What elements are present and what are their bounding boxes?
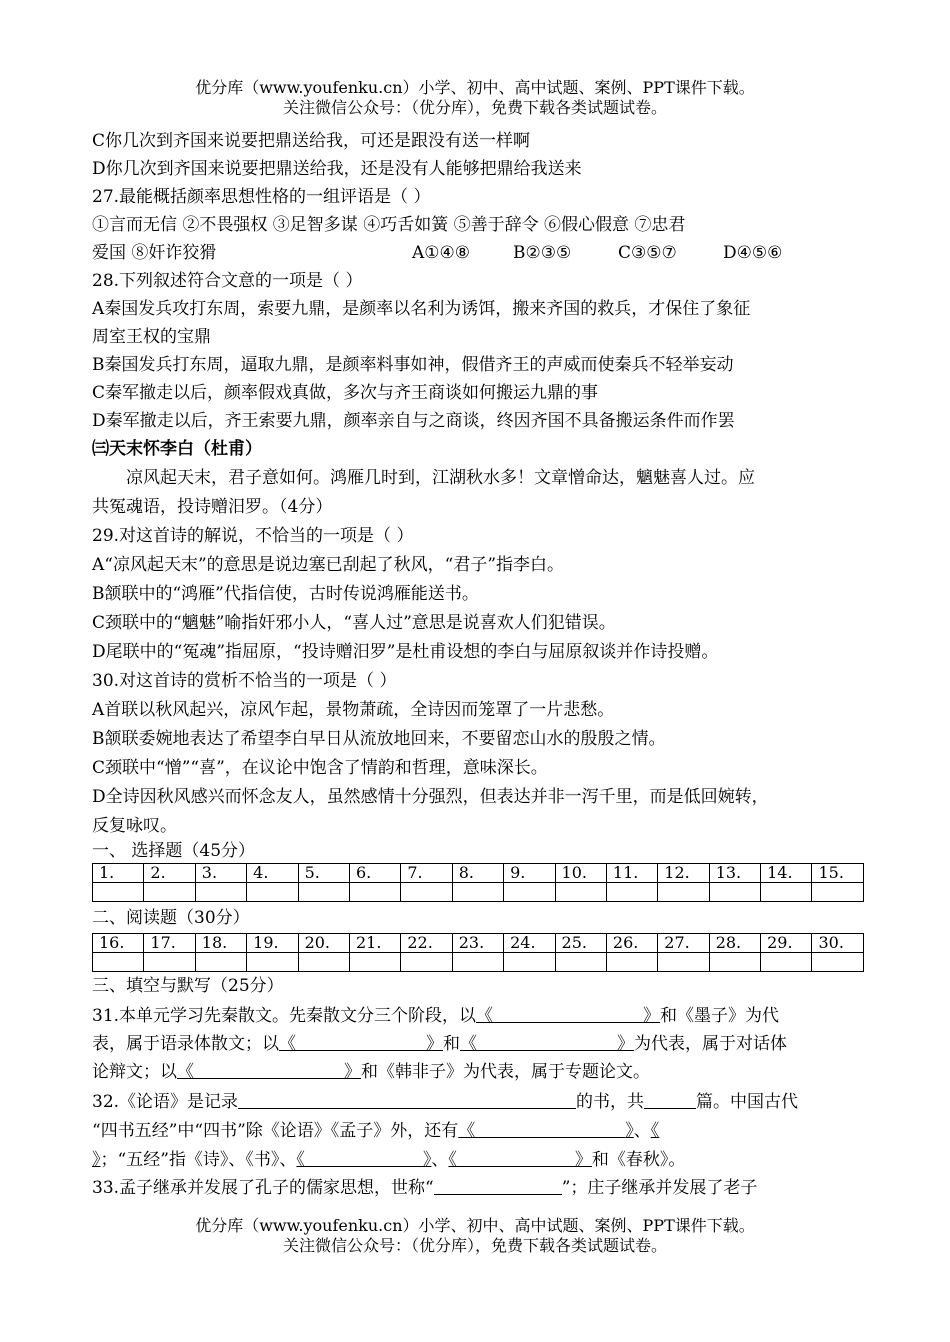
q29-option-d: D尾联中的“冤魂”指屈原，“投诗赠汨罗”是杜甫设想的李白与屈原叙谈并作诗投赠。 (92, 642, 719, 662)
q32-text-7: 、 (431, 1150, 449, 1170)
answer-number: 4. (247, 864, 298, 883)
answer-cell[interactable] (349, 883, 400, 902)
book-close-mark: 》 (422, 1150, 432, 1170)
q32-blank-6-line (457, 1148, 575, 1167)
answer-number: 23. (452, 934, 503, 953)
q32-blank-3-line (475, 1119, 625, 1138)
q31-blank-1-line (493, 1004, 643, 1023)
answer-cell[interactable] (401, 883, 452, 902)
answer-cell[interactable] (709, 953, 760, 972)
poem-line-2: 共冤魂语，投诗赠汨罗。（4分） (92, 497, 333, 517)
q31-blank-1[interactable] (476, 1006, 660, 1026)
q32-blank-3[interactable] (458, 1121, 634, 1141)
answer-cell[interactable] (247, 953, 298, 972)
q32-line-1 (92, 1088, 798, 1116)
footer-line-1: 优分库（www.youfenku.cn）小学、初中、高中试题、案例、PPT课件下载。 (195, 1216, 755, 1235)
q27-stem: 27.最能概括颜率思想性格的一组评语是（ ） (92, 187, 431, 207)
answer-number: 18. (195, 934, 246, 953)
q32-blank-2[interactable] (644, 1090, 696, 1109)
answer-cell[interactable] (93, 883, 144, 902)
answer-cell[interactable] (658, 953, 709, 972)
answer-number: 8. (452, 864, 503, 883)
answer-cell[interactable] (812, 883, 864, 902)
q32-line-2 (92, 1117, 659, 1145)
q32-text-1: 32.《论语》是记录 (92, 1092, 239, 1112)
answer-cell[interactable] (144, 883, 195, 902)
answer-number: 5. (298, 864, 349, 883)
answer-number: 10. (555, 864, 606, 883)
q32-blank-5-line (305, 1148, 423, 1167)
q32-blank-4-close[interactable] (92, 1150, 101, 1170)
answer-number: 14. (761, 864, 812, 883)
q30-option-a: A首联以秋风起兴，凉风乍起，景物萧疏，全诗因而笼罩了一片悲愁。 (92, 700, 615, 720)
footer-line-2: 关注微信公众号：（优分库），免费下载各类试题试卷。 (282, 1236, 667, 1255)
q31-blank-3[interactable] (460, 1034, 634, 1054)
q31-blank-4[interactable] (177, 1062, 361, 1082)
section3-label: 三、填空与默写（25分） (92, 976, 284, 996)
q27-options-line2 (92, 239, 783, 267)
answer-number: 28. (709, 934, 760, 953)
page-footer (0, 1216, 950, 1256)
q32-text-3: 篇。中国古代 (696, 1092, 799, 1112)
answer-number: 21. (349, 934, 400, 953)
q28-option-b: B秦国发兵打东周，逼取九鼎，是颜率料事如神，假借齐王的声威而使秦兵不轻举妄动 (92, 355, 734, 375)
answer-number: 3. (195, 864, 246, 883)
q31-blank-4-line (194, 1060, 344, 1079)
answer-number: 1. (93, 864, 144, 883)
poem-title: ㈢天末怀李白（杜甫） (92, 439, 262, 459)
answer-cell[interactable] (709, 883, 760, 902)
q32-text-2: 的书，共 (576, 1092, 645, 1112)
answer-cell[interactable] (452, 883, 503, 902)
answer-cell[interactable] (247, 883, 298, 902)
q31-text-5: 为代表，属于对话体 (634, 1034, 787, 1054)
answer-number: 13. (709, 864, 760, 883)
q32-text-8: 和《春秋》。 (591, 1150, 686, 1170)
q31-line-3 (92, 1058, 650, 1086)
answer-cell[interactable] (195, 953, 246, 972)
header-line-2: 关注微信公众号：（优分库），免费下载各类试题试卷。 (282, 98, 667, 117)
q26-option-d: D你几次到齐国来说要把鼎送给我，还是没有人能够把鼎给我送来 (92, 159, 582, 179)
q29-option-c: C颈联中的“魑魅”喻指奸邪小人，“喜人过”意思是说喜欢人们犯错误。 (92, 613, 616, 633)
answer-table-choice-blanks (93, 883, 864, 902)
answer-cell[interactable] (606, 953, 657, 972)
q32-blank-4-open[interactable] (651, 1121, 660, 1141)
book-close-mark: 》 (426, 1034, 443, 1054)
answer-number: 11. (606, 864, 657, 883)
answer-cell[interactable] (606, 883, 657, 902)
answer-cell[interactable] (761, 883, 812, 902)
book-open-mark: 《 (279, 1034, 296, 1054)
q32-blank-1[interactable] (238, 1090, 576, 1109)
answer-table-reading-blanks (93, 953, 864, 972)
book-open-mark: 《 (476, 1006, 494, 1026)
q32-text-5: 、 (633, 1121, 651, 1141)
answer-number: 9. (504, 864, 555, 883)
answer-cell[interactable] (504, 953, 555, 972)
book-open-mark: 《 (460, 1034, 477, 1054)
q30-option-d-line1: D全诗因秋风感兴而怀念友人，虽然感情十分强烈，但表达并非一泻千里，而是低回婉转， (92, 787, 769, 807)
answer-cell[interactable] (298, 953, 349, 972)
answer-cell[interactable] (401, 953, 452, 972)
q27-options-line1: ①言而无信 ②不畏强权 ③足智多谋 ④巧舌如簧 ⑤善于辞令 ⑥假心假意 ⑦忠君 (92, 215, 686, 235)
book-open-mark: 《 (177, 1062, 194, 1082)
answer-cell[interactable] (812, 953, 864, 972)
answer-number: 29. (761, 934, 812, 953)
answer-number: 12. (658, 864, 709, 883)
answer-number: 17. (144, 934, 195, 953)
q30-option-c: C颈联中“憎”“喜”，在议论中饱含了情韵和哲理，意味深长。 (92, 758, 548, 778)
answer-number: 20. (298, 934, 349, 953)
answer-number: 24. (504, 934, 555, 953)
book-close-mark: 》 (625, 1121, 634, 1141)
answer-number: 2. (144, 864, 195, 883)
q31-text-2: 和《墨子》为代 (660, 1006, 780, 1026)
q31-line-1 (92, 1002, 779, 1030)
answer-cell[interactable] (349, 953, 400, 972)
answer-cell[interactable] (761, 953, 812, 972)
book-close-mark: 》 (643, 1006, 661, 1026)
poem-line-1: 凉风起天末，君子意如何。鸿雁几时到，江湖秋水多！文章憎命达，魑魅喜人过。应 (126, 468, 755, 488)
answer-cell[interactable] (452, 953, 503, 972)
answer-cell[interactable] (555, 953, 606, 972)
q28-option-d: D秦军撤走以后，齐王索要九鼎，颜率亲自与之商谈，终因齐国不具备搬运条件而作罢 (92, 411, 735, 431)
answer-number: 25. (555, 934, 606, 953)
q31-text-3: 表，属于语录体散文；以 (92, 1034, 279, 1054)
book-open-mark: 《 (650, 1121, 660, 1141)
q31-blank-2[interactable] (279, 1034, 443, 1054)
q33-text-1: 33.孟子继承并发展了孔子的儒家思想，世称“ (92, 1178, 434, 1198)
q31-text-6: 论辩文；以 (92, 1062, 177, 1082)
answer-number: 7. (401, 864, 452, 883)
q32-line-3 (92, 1146, 685, 1174)
answer-number: 22. (401, 934, 452, 953)
q26-option-c: C你几次到齐国来说要把鼎送给我，可还是跟没有送一样啊 (92, 131, 531, 151)
answer-table-choice-numbers (93, 864, 864, 883)
answer-cell[interactable] (504, 883, 555, 902)
book-close-mark: 》 (574, 1150, 592, 1170)
q29-option-b: B颔联中的“鸿雁”代指信使，古时传说鸿雁能送书。 (92, 584, 479, 604)
q27-choice-d: D④⑤⑥ (723, 243, 783, 263)
answer-cell[interactable] (93, 953, 144, 972)
q27-choice-c: C③⑤⑦ (618, 243, 677, 263)
page-header (0, 78, 950, 118)
q30-option-b: B颔联委婉地表达了希望李白早日从流放地回来，不要留恋山水的殷殷之情。 (92, 729, 666, 749)
answer-number: 6. (349, 864, 400, 883)
q31-text-1: 31.本单元学习先秦散文。先秦散文分三个阶段，以 (92, 1006, 477, 1026)
q33-line-1 (92, 1174, 757, 1202)
answer-number: 27. (658, 934, 709, 953)
q31-line-2 (92, 1030, 787, 1058)
answer-cell[interactable] (195, 883, 246, 902)
q32-text-6: ；“五经”指《诗》、《书》、 (100, 1150, 297, 1170)
q30-stem: 30.对这首诗的赏析不恰当的一项是（ ） (92, 671, 397, 691)
q29-stem: 29.对这首诗的解说，不恰当的一项是（ ） (92, 526, 414, 546)
q29-option-a: A“凉风起天末”的意思是说边塞已刮起了秋风，“君子”指李白。 (92, 555, 565, 575)
answer-number: 15. (812, 864, 864, 883)
q32-blank-5[interactable] (296, 1150, 431, 1170)
q31-text-4: 和 (443, 1034, 460, 1054)
q31-blank-2-line (296, 1032, 426, 1051)
book-open-mark: 《 (296, 1150, 305, 1170)
q28-option-a-line2: 周室王权的宝鼎 (92, 327, 211, 347)
answer-table-reading-numbers (93, 934, 864, 953)
book-open-mark: 《 (448, 1150, 457, 1170)
q31-text-7: 和《韩非子》为代表，属于专题论文。 (361, 1062, 650, 1082)
q28-option-a-line1: A秦国发兵攻打东周，索要九鼎，是颜率以名利为诱饵，搬来齐国的救兵，才保住了象征 (92, 299, 751, 319)
q28-option-c: C秦军撤走以后，颜率假戏真做，多次与齐王商谈如何搬运九鼎的事 (92, 383, 599, 403)
q27-choice-a: A①④⑧ (412, 243, 470, 263)
q30-option-d-line2: 反复咏叹。 (92, 816, 177, 836)
book-open-mark: 《 (458, 1121, 476, 1141)
book-close-mark: 》 (92, 1150, 101, 1170)
q31-blank-3-line (477, 1032, 617, 1051)
book-close-mark: 》 (344, 1062, 361, 1082)
answer-cell[interactable] (658, 883, 709, 902)
answer-number: 16. (93, 934, 144, 953)
answer-number: 26. (606, 934, 657, 953)
q27-options-tail: 爱国 ⑧奸诈狡猾 (92, 243, 217, 263)
answer-table-choice (92, 863, 864, 902)
q33-text-2: ”；庄子继承并发展了老子 (561, 1178, 758, 1198)
section1-label: 一、 选择题（45分） (92, 841, 256, 861)
answer-cell[interactable] (144, 953, 195, 972)
q33-blank-1[interactable] (434, 1176, 562, 1195)
answer-table-reading (92, 933, 864, 972)
q32-blank-6[interactable] (448, 1150, 592, 1170)
answer-cell[interactable] (298, 883, 349, 902)
section2-label: 二、阅读题（30分） (92, 908, 250, 928)
q27-choice-b: B②③⑤ (513, 243, 572, 263)
q32-text-4: “四书五经”中“四书”除《论语》《孟子》外，还有 (92, 1121, 459, 1141)
header-line-1: 优分库（www.youfenku.cn）小学、初中、高中试题、案例、PPT课件下载。 (195, 78, 755, 97)
book-close-mark: 》 (617, 1034, 634, 1054)
q28-stem: 28.下列叙述符合文意的一项是（ ） (92, 271, 363, 291)
answer-number: 30. (812, 934, 864, 953)
answer-number: 19. (247, 934, 298, 953)
answer-cell[interactable] (555, 883, 606, 902)
